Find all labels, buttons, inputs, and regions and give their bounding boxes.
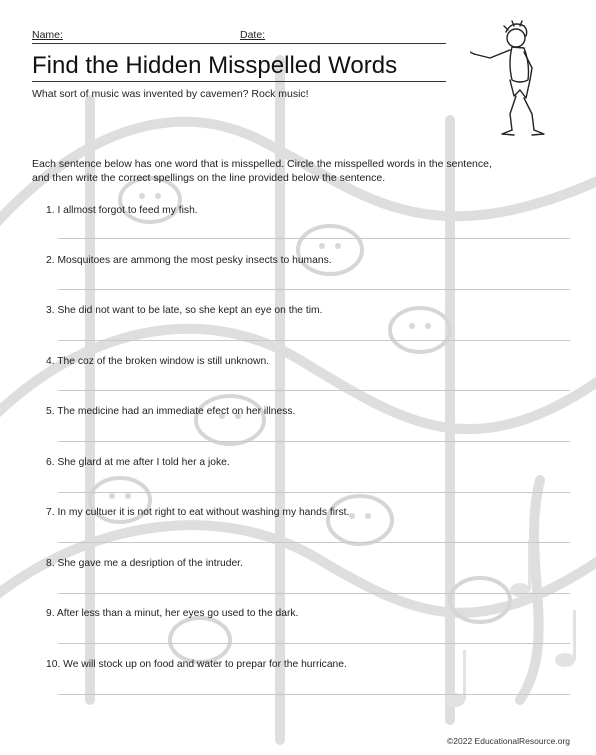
question-6: 6. She glard at me after I told her a joke.	[46, 457, 230, 468]
question-7: 7. In my cultuer it is not right to eat without washing my hands first.	[46, 507, 350, 518]
question-3: 3. She did not want to be late, so she kept an eye on the tim.	[46, 305, 323, 316]
answer-line-9[interactable]	[58, 643, 570, 644]
answer-line-1[interactable]	[58, 238, 570, 239]
date-label: Date:	[240, 29, 266, 41]
question-2: 2. Mosquitoes are ammong the most pesky insects to humans.	[46, 255, 332, 266]
answer-line-2[interactable]	[58, 289, 570, 290]
copyright-footer: ©2022 EducationalResource.org	[447, 736, 570, 746]
answer-line-3[interactable]	[58, 340, 570, 341]
question-4: 4. The coz of the broken window is still unknown.	[46, 356, 270, 367]
question-8: 8. She gave me a desription of the intruder.	[46, 558, 243, 569]
name-label: Name:	[32, 29, 63, 41]
answer-line-4[interactable]	[58, 390, 570, 391]
question-9: 9. After less than a minut, her eyes go used to the dark.	[46, 608, 299, 619]
caveman-illustration	[470, 18, 570, 140]
answer-line-5[interactable]	[58, 441, 570, 442]
question-1: 1. I allmost forgot to feed my fish.	[46, 205, 198, 216]
answer-line-10[interactable]	[58, 694, 570, 695]
question-10: 10. We will stock up on food and water to prepar for the hurricane.	[46, 659, 347, 670]
answer-line-7[interactable]	[58, 542, 570, 543]
name-date-line[interactable]	[32, 28, 446, 44]
answer-line-8[interactable]	[58, 593, 570, 594]
question-5: 5. The medicine had an immediate efect on her illness.	[46, 406, 296, 417]
answer-line-6[interactable]	[58, 492, 570, 493]
page-subtitle: What sort of music was invented by cavemen? Rock music!	[32, 88, 309, 100]
page-title: Find the Hidden Misspelled Words	[32, 52, 446, 82]
instructions-text: Each sentence below has one word that is misspelled. Circle the misspelled words in the sentence, and then write the correct spellings on the line provided below the sentence.	[32, 158, 492, 184]
